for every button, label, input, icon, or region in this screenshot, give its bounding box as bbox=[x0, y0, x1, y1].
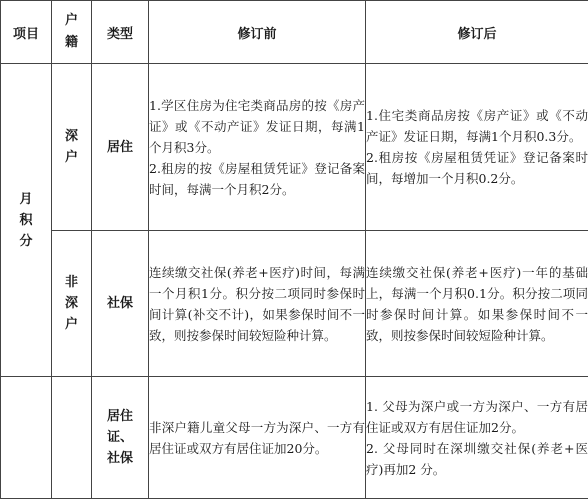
after-paragraph: 1. 父母为深户或一方为深户、一方有居住证或双方有居住证加2分。 bbox=[366, 396, 588, 438]
after-paragraph: 2.租房按《房屋租赁凭证》登记备案时间，每增加一个月积0.2分。 bbox=[366, 147, 588, 189]
header-huji: 户籍 bbox=[63, 10, 81, 54]
after-cell bbox=[366, 64, 588, 231]
table-row bbox=[1, 231, 588, 377]
type-cell: 社保 bbox=[92, 231, 149, 377]
header-row bbox=[1, 1, 588, 64]
before-cell bbox=[149, 64, 366, 231]
item-cell-empty bbox=[1, 377, 52, 499]
type-cell: 居住 bbox=[92, 64, 149, 231]
before-cell bbox=[149, 231, 366, 377]
before-cell bbox=[149, 377, 366, 499]
before-paragraph: 2.租房的按《房屋租赁凭证》登记备案时间，每满一个月积2分。 bbox=[149, 158, 365, 200]
item-monthly-points: 月积分 bbox=[17, 189, 35, 252]
table-row bbox=[1, 377, 588, 499]
before-paragraph: 1.学区住房为住宅类商品房的按《房产证》或《不动产证》发证日期，每满1个月积3分。 bbox=[149, 95, 365, 158]
after-paragraph: 1.住宅类商品房按《房产证》或《不动产证》发证日期，每满1个月积0.3分。 bbox=[366, 105, 588, 147]
table-row bbox=[1, 64, 588, 231]
after-paragraph: 2. 父母同时在深圳缴交社保(养老+医疗)再加2 分。 bbox=[366, 438, 588, 480]
huji-cell: 非深户 bbox=[63, 272, 81, 335]
type-cell: 居住证、社保 bbox=[101, 406, 139, 469]
after-paragraph: 连续缴交社保(养老+医疗)一年的基础上，每满一个月积0.1分。积分按二项同时参保时间计算。如果参保时间不一致，则按参保时间较短险种计算。 bbox=[366, 262, 588, 346]
header-type: 类型 bbox=[92, 1, 149, 64]
huji-cell: 深户 bbox=[63, 126, 81, 168]
after-cell bbox=[366, 377, 588, 499]
header-item: 项目 bbox=[1, 1, 52, 64]
after-cell bbox=[366, 231, 588, 377]
huji-cell-empty bbox=[52, 377, 92, 499]
header-after: 修订后 bbox=[366, 1, 588, 64]
before-paragraph: 连续缴交社保(养老+医疗)时间，每满一个月积1分。积分按二项同时参保时间计算(补交不计)，如果参保时间不一致，则按参保时间较短险种计算。 bbox=[149, 262, 365, 346]
before-paragraph: 非深户籍儿童父母一方为深户、一方有居住证或双方有居住证加20分。 bbox=[149, 417, 365, 459]
header-before: 修订前 bbox=[149, 1, 366, 64]
